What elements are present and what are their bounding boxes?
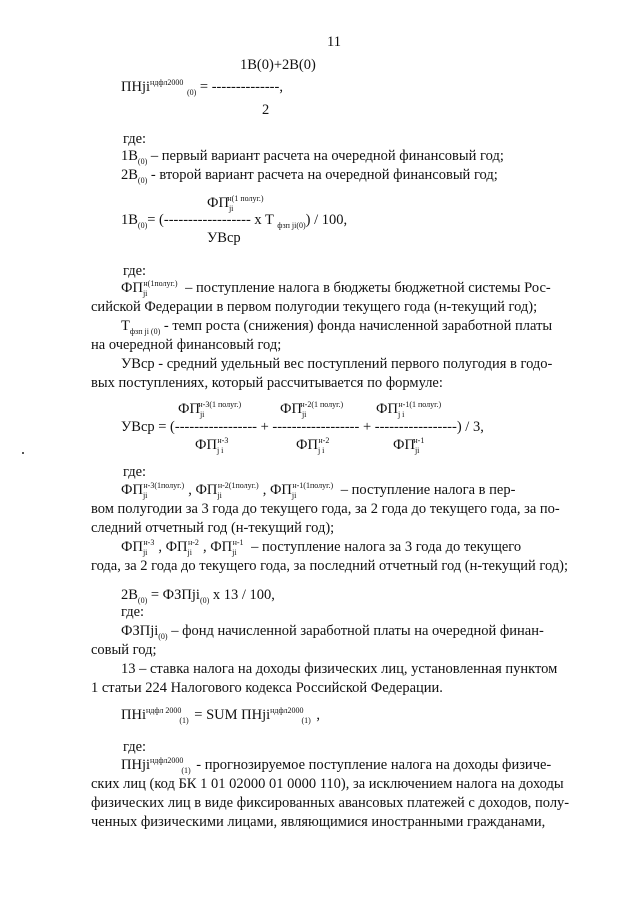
formula-1b-numer-symbol: ФП bbox=[207, 195, 229, 211]
paragraph-fp4-b: ФП bbox=[165, 539, 188, 555]
where-label-5: где: bbox=[123, 739, 147, 755]
paragraph-fp3-b-sup: н-2(1полуг.) bbox=[217, 481, 259, 491]
formula-2b-lhs: 2B bbox=[121, 587, 138, 603]
paragraph-fp4-a: ФП bbox=[121, 539, 143, 555]
paragraph-rate-line1: 13 – ставка налога на доходы физических лиц, установленная пунктом bbox=[121, 661, 558, 677]
formula-1b-denominator: УВср bbox=[207, 230, 241, 246]
paragraph-pn-sub: (1) bbox=[181, 765, 191, 775]
definition-1b-symbol: 1B bbox=[121, 148, 138, 164]
paragraph-fp3-line1: $ФП_{ji}^{н-3(1полуг.)}$ , $ФП_{ji}^{н-2(1полуг.)}$ , $ФП_{ji}^{н-1(1полуг.)}$ – поступление налога в пер- bbox=[121, 481, 516, 500]
formula-1b-line bbox=[121, 211, 347, 230]
formula-1b-t-sub: фзп ji(0) bbox=[277, 220, 306, 230]
formula-uv-d1-sup: н-3 bbox=[217, 436, 229, 446]
paragraph-t-line2: на очередной финансовый год; bbox=[91, 337, 282, 353]
formula-pn-lhs-symbol: ПНji bbox=[121, 79, 150, 95]
paragraph-fp4-c-sup: н-1 bbox=[232, 538, 244, 548]
page-number: 11 bbox=[327, 34, 341, 50]
formula-uv-denom-1 bbox=[195, 436, 234, 455]
formula-uv-denom-2 bbox=[296, 436, 335, 455]
formula-pn-bar: --------------, bbox=[211, 79, 283, 95]
formula-pn-denominator: 2 bbox=[262, 102, 270, 118]
definition-2b-text: - второй вариант расчета на очередной финансовый год; bbox=[150, 167, 498, 183]
paragraph-fp3-c-sup: н-1(1полуг.) bbox=[292, 481, 334, 491]
formula-2b bbox=[121, 586, 275, 605]
paragraph-fp3-a: ФП bbox=[121, 482, 143, 498]
formula-2b-lhs-sub: (0) bbox=[137, 595, 148, 605]
paragraph-t-sub: фзп ji (0) bbox=[129, 326, 161, 336]
formula-pn-eq: = bbox=[199, 79, 209, 95]
paragraph-fp-line1 bbox=[121, 279, 553, 298]
definition-2b bbox=[121, 166, 498, 185]
formula-uv-d3-sup: н-1 bbox=[413, 436, 425, 446]
definition-1b-sub: (0) bbox=[137, 156, 148, 166]
paragraph-fp3-c: ФП bbox=[269, 482, 292, 498]
formula-pn-lhs-sub: (0) bbox=[186, 87, 197, 97]
paragraph-rate-line2: 1 статьи 224 Налогового кодекса Российской Федерации. bbox=[91, 680, 443, 696]
paragraph-fp4-c: ФП bbox=[210, 539, 233, 555]
paragraph-fp4-a-sup: н-3 bbox=[143, 538, 155, 548]
paragraph-uv-line1: УВср - средний удельный вес поступлений первого полугодия в годо- bbox=[121, 356, 553, 372]
paragraph-fp3-line3: следний отчетный год (н-текущий год); bbox=[91, 520, 335, 536]
formula-1b-mid: = (------------------ x T bbox=[147, 212, 274, 228]
formula-uv-n2-symbol: ФП bbox=[280, 401, 302, 417]
formula-uv-d1-sub: j i bbox=[216, 445, 224, 455]
formula-uv-n1-symbol: ФП bbox=[178, 401, 200, 417]
paragraph-uv-line2: вых поступлениях, который рассчитывается по формуле: bbox=[91, 375, 443, 391]
paragraph-fp4-text: – поступление налога за 3 года до текущего bbox=[251, 539, 522, 555]
formula-uv-d2-sub: j i bbox=[317, 445, 325, 455]
paragraph-fp4-line2: года, за 2 года до текущего года, за последний отчетный год (н-текущий год); bbox=[91, 558, 569, 574]
where-label-2: где: bbox=[123, 263, 147, 279]
paragraph-t-text: - темп роста (снижения) фонда начисленной заработной платы bbox=[163, 318, 553, 334]
formula-sum bbox=[121, 706, 320, 725]
paragraph-pn-sup: ндфл2000 bbox=[150, 756, 184, 766]
paragraph-fp3-a-sup: н-3(1полуг.) bbox=[143, 481, 185, 491]
formula-uv-numer-2 bbox=[280, 400, 349, 419]
paragraph-fp4-c-sub: ji bbox=[232, 547, 237, 557]
paragraph-fp-line2: сийской Федерации в первом полугодии текущего года (н-текущий год); bbox=[91, 299, 538, 315]
definition-2b-sub: (0) bbox=[137, 175, 148, 185]
where-label-3: где: bbox=[123, 464, 147, 480]
paragraph-fzp-text: – фонд начисленной заработной платы на очередной финан- bbox=[171, 623, 544, 639]
paragraph-fp4-a-sub: ji bbox=[142, 547, 148, 557]
paragraph-pn-line1 bbox=[121, 756, 551, 775]
formula-1b-lhs: 1B bbox=[121, 212, 138, 228]
paragraph-fp4-line1: $ФП_{ji}^{н-3}$ , $ФП_{ji}^{н-2}$ , $ФП_{ji}^{н-1}$ – поступление налога за 3 года до текущего bbox=[121, 538, 522, 557]
paragraph-fp3-line2: вом полугодии за 3 года до текущего года, за 2 года до текущего года, за по- bbox=[91, 501, 560, 517]
paragraph-fp3-b: ФП bbox=[195, 482, 218, 498]
paragraph-fp3-c-sub: ji bbox=[291, 490, 297, 500]
formula-2b-tail: x 13 / 100, bbox=[212, 587, 275, 603]
paragraph-fp-sub: ji bbox=[142, 288, 148, 298]
paragraph-fp3-b-sub: ji bbox=[217, 490, 222, 500]
where-label-1: где: bbox=[123, 131, 147, 147]
formula-uv-d3-sub: ji bbox=[414, 445, 420, 455]
formula-uv-numer-1 bbox=[178, 400, 247, 419]
formula-uv-numer-3 bbox=[376, 400, 447, 419]
formula-uv-n1-sub: ji bbox=[199, 409, 205, 419]
formula-uv-d1-symbol: ФП bbox=[195, 437, 217, 453]
formula-uv-d2-sup: н-2 bbox=[318, 436, 330, 446]
formula-uv-n1-sup: н-3(1 полуг.) bbox=[198, 400, 242, 410]
formula-uv-denom-3 bbox=[393, 436, 430, 455]
formula-1b-tail: ) / 100, bbox=[305, 212, 348, 228]
definition-1b-text: – первый вариант расчета на очередной финансовый год; bbox=[150, 148, 504, 164]
paragraph-fp-text: – поступление налога в бюджеты бюджетной системы Рос- bbox=[185, 280, 551, 296]
paragraph-t-symbol: T bbox=[121, 318, 130, 334]
formula-sum-r-sub: (1) bbox=[301, 715, 311, 725]
formula-pn-lhs bbox=[121, 78, 283, 97]
paragraph-fzp-sub: (0) bbox=[158, 631, 168, 641]
paragraph-pn-text: - прогнозируемое поступление налога на доходы физиче- bbox=[196, 757, 552, 773]
formula-2b-eq: = ФЗПji bbox=[150, 587, 200, 603]
formula-pn-lhs-sup: ндфл2000 bbox=[150, 78, 184, 88]
paragraph-fp-symbol: ФП bbox=[121, 280, 143, 296]
paragraph-fzp-line1 bbox=[121, 622, 544, 641]
formula-2b-r-sub: (0) bbox=[199, 595, 210, 605]
paragraph-fp-sup: н(1полуг.) bbox=[143, 279, 178, 289]
definition-1b bbox=[121, 147, 504, 166]
formula-1b-lhs-sub: (0) bbox=[137, 220, 148, 230]
formula-uv-n2-sup: н-2(1 полуг.) bbox=[300, 400, 344, 410]
definition-2b-symbol: 2B bbox=[121, 167, 138, 183]
formula-sum-tail: , bbox=[316, 707, 321, 723]
formula-uv-d3-symbol: ФП bbox=[393, 437, 415, 453]
paragraph-fzp-symbol: ФЗПji bbox=[121, 623, 159, 639]
formula-sum-mid: = SUM ПНji bbox=[194, 707, 271, 723]
formula-sum-lhs: ПНi bbox=[121, 707, 146, 723]
formula-uv-line bbox=[121, 418, 484, 437]
margin-speck bbox=[22, 452, 24, 454]
paragraph-fp3-a-sub: ji bbox=[142, 490, 148, 500]
formula-uv-row: ----------------- + ------------------ + -----------------) / 3, bbox=[174, 419, 484, 435]
paragraph-pn-symbol: ПНji bbox=[121, 757, 150, 773]
where-label-4: где: bbox=[121, 604, 145, 620]
formula-uv-d2-symbol: ФП bbox=[296, 437, 318, 453]
formula-1b-numer-sup: н(1 полуг.) bbox=[227, 194, 264, 204]
formula-uv-lhs: УВср = ( bbox=[121, 419, 175, 435]
formula-uv-n3-symbol: ФП bbox=[376, 401, 398, 417]
formula-sum-lhs-sub: (1) bbox=[179, 715, 189, 725]
formula-uv-n3-sup: н-1(1 полуг.) bbox=[398, 400, 442, 410]
formula-1b-numer-sub: ji bbox=[228, 203, 234, 213]
paragraph-fp4-b-sub: ji bbox=[187, 547, 192, 557]
paragraph-pn-line2: ских лиц (код БК 1 01 02000 01 0000 110), за исключением налога на доходы bbox=[91, 776, 564, 792]
paragraph-t-line1 bbox=[121, 317, 552, 336]
formula-uv-n2-sub: ji bbox=[301, 409, 307, 419]
paragraph-pn-line4: ченных физическими лицами, являющимися иностранными гражданами, bbox=[91, 814, 546, 830]
formula-sum-lhs-sup: ндфл 2000 bbox=[145, 706, 182, 716]
paragraph-fzp-line2: совый год; bbox=[91, 642, 157, 658]
paragraph-fp3-text: – поступление налога в пер- bbox=[340, 482, 516, 498]
formula-uv-n3-sub: j i bbox=[397, 409, 405, 419]
paragraph-pn-line3: физических лиц в виде фиксированных авансовых платежей с доходов, полу- bbox=[91, 795, 570, 811]
paragraph-fp4-b-sup: н-2 bbox=[187, 538, 199, 548]
formula-pn-numerator: 1B(0)+2B(0) bbox=[240, 57, 316, 73]
formula-sum-r-sup: ндфл2000 bbox=[270, 706, 304, 716]
